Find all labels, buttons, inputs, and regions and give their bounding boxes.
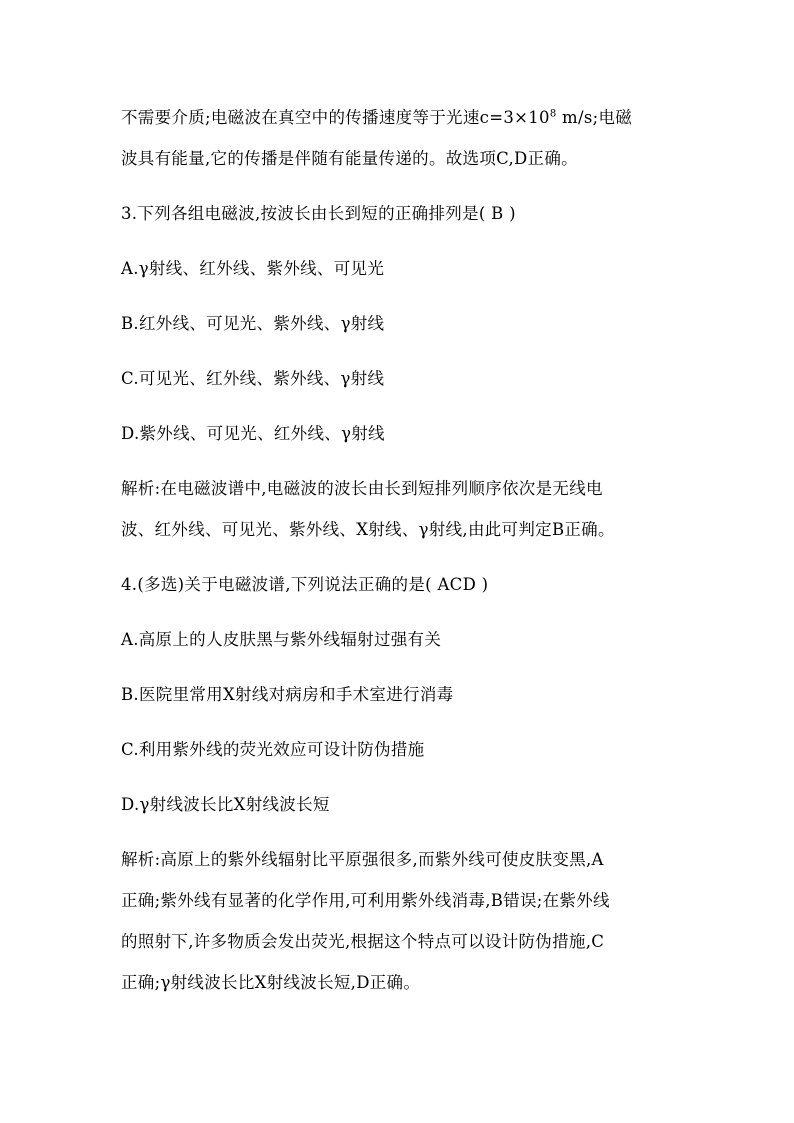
question-3-option-d: D.紫外线、可见光、红外线、γ射线	[121, 424, 385, 443]
question-3-explanation-line-2: 波、红外线、可见光、紫外线、X射线、γ射线,由此可判定B正确。	[121, 520, 615, 539]
question-3-explanation-line-1: 解析:在电磁波谱中,电磁波的波长由长到短排列顺序依次是无线电	[121, 479, 603, 498]
question-4-option-c: C.利用紫外线的荧光效应可设计防伪措施	[121, 740, 425, 759]
question-3-stem: 3.下列各组电磁波,按波长由长到短的正确排列是( B )	[121, 204, 516, 223]
question-4-option-b: B.医院里常用X射线对病房和手术室进行消毒	[121, 685, 454, 704]
question-3-option-a: A.γ射线、红外线、紫外线、可见光	[121, 259, 385, 278]
exponent: 8	[549, 108, 557, 120]
question-4-explanation-line-4: 正确;γ射线波长比X射线波长短,D正确。	[121, 973, 421, 992]
solution-text-line-2: 波具有能量,它的传播是伴随有能量传递的。故选项C,D正确。	[121, 149, 578, 168]
question-4-option-a: A.高原上的人皮肤黑与紫外线辐射过强有关	[121, 630, 442, 649]
question-3-option-c: C.可见光、红外线、紫外线、γ射线	[121, 369, 385, 388]
solution-text-line-1	[121, 108, 681, 128]
solution-text-part: 不需要介质;电磁波在真空中的传播速度等于光速c=3×10	[121, 108, 550, 127]
question-4-stem: 4.(多选)关于电磁波谱,下列说法正确的是( ACD )	[121, 575, 489, 594]
question-3-option-b: B.红外线、可见光、紫外线、γ射线	[121, 314, 385, 333]
question-4-option-d: D.γ射线波长比X射线波长短	[121, 795, 330, 814]
question-4-explanation-line-2: 正确;紫外线有显著的化学作用,可利用紫外线消毒,B错误;在紫外线	[121, 891, 610, 910]
question-4-explanation-line-3: 的照射下,许多物质会发出荧光,根据这个特点可以设计防伪措施,C	[121, 932, 605, 951]
solution-text-part: m/s;电磁	[556, 108, 633, 127]
question-4-explanation-line-1: 解析:高原上的紫外线辐射比平原强很多,而紫外线可使皮肤变黑,A	[121, 850, 604, 869]
